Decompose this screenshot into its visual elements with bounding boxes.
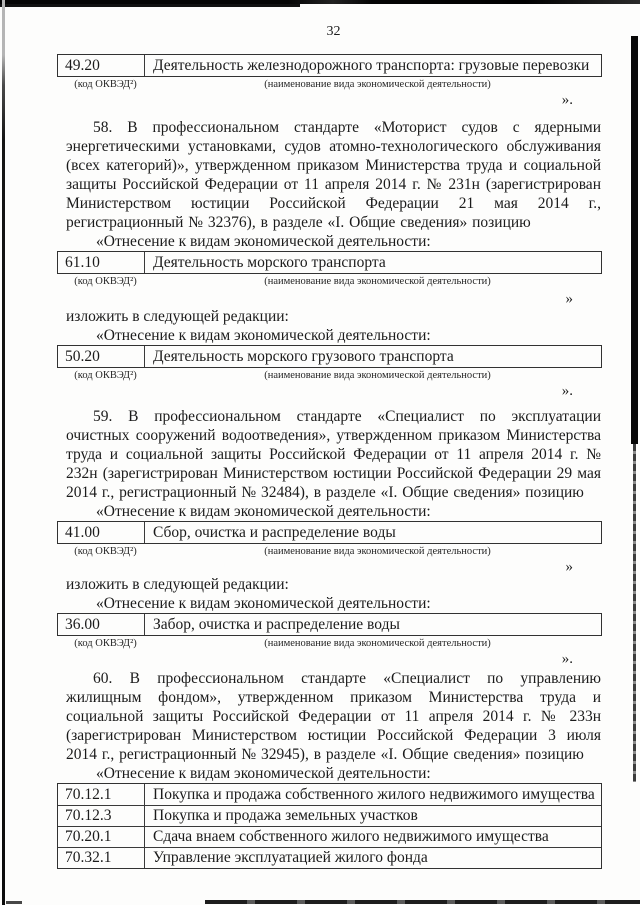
page-number: 32 bbox=[326, 24, 341, 39]
izlozhit-line: изложить в следующей редакции: bbox=[66, 576, 289, 593]
closing-quote-mark: ». bbox=[561, 92, 573, 108]
closing-quote-mark: » bbox=[565, 559, 573, 575]
scan-artifact-right-edge bbox=[631, 36, 638, 444]
closing-quote-mark: ». bbox=[561, 383, 573, 399]
caption-activity-name: (наименование вида экономической деятельности) bbox=[264, 638, 491, 649]
activity-name-cell: Деятельность морского грузового транспорта bbox=[153, 347, 454, 365]
okved-table-70 bbox=[57, 783, 602, 869]
caption-okved-code: (код ОКВЭД²) bbox=[74, 276, 137, 287]
okved-code-cell: 50.20 bbox=[58, 346, 145, 367]
okved-table-50-20 bbox=[57, 345, 602, 368]
paragraph-58: 58. В профессиональном стандарте «Моторист судов с ядерными энергетическими установками, судов атомно-технологического обслуживания (всех категорий)», утвержденном приказом Министерства труда и социальной защиты Российской Федерации от 11 апреля 2014 г. № 231н (зарегистрирован Министерством юстиции Российской Федерации 21 мая 2014 г., регистрационный № 32376), в разделе «I. Общие сведения» позицию bbox=[66, 119, 601, 231]
table-captions bbox=[66, 637, 601, 650]
caption-okved-code: (код ОКВЭД²) bbox=[74, 79, 137, 90]
scan-artifact-bottom-edge bbox=[205, 900, 640, 904]
okved-table-41-00 bbox=[57, 521, 602, 544]
table-row bbox=[58, 55, 601, 76]
table-row bbox=[58, 847, 601, 868]
table-row bbox=[58, 614, 601, 635]
table-row bbox=[58, 346, 601, 367]
okved-code-cell: 41.00 bbox=[58, 522, 145, 543]
caption-okved-code: (код ОКВЭД²) bbox=[74, 638, 137, 649]
table-captions bbox=[66, 369, 601, 382]
activity-name-cell: Деятельность железнодорожного транспорта: грузовые перевозки bbox=[153, 56, 590, 74]
okved-code-cell: 70.12.3 bbox=[58, 806, 145, 826]
table-row bbox=[58, 805, 601, 826]
table-row bbox=[58, 522, 601, 543]
activity-name-cell: Покупка и продажа собственного жилого недвижимого имущества bbox=[153, 785, 595, 803]
activity-name-cell: Сбор, очистка и распределение воды bbox=[153, 523, 396, 541]
activity-name-cell: Покупка и продажа земельных участков bbox=[153, 807, 418, 824]
otnesenie-line: «Отнесение к видам экономической деятельности: bbox=[96, 595, 431, 612]
caption-activity-name: (наименование вида экономической деятельности) bbox=[264, 546, 491, 557]
okved-code-cell: 70.20.1 bbox=[58, 827, 145, 847]
activity-name-cell: Сдача внаем собственного жилого недвижимого имущества bbox=[153, 828, 549, 845]
table-captions bbox=[66, 275, 601, 288]
activity-name-cell: Деятельность морского транспорта bbox=[153, 253, 386, 271]
otnesenie-line: «Отнесение к видам экономической деятельности: bbox=[96, 327, 431, 344]
scan-artifact-left-edge bbox=[2, 0, 5, 905]
otnesenie-line: «Отнесение к видам экономической деятельности: bbox=[96, 765, 431, 782]
izlozhit-line: изложить в следующей редакции: bbox=[66, 308, 289, 325]
table-captions bbox=[66, 78, 601, 91]
paragraph-59: 59. В профессиональном стандарте «Специалист по эксплуатации очистных сооружений водоотведения», утвержденном приказом Министерства труда и социальной защиты Российской Федерации от 11 апреля 2014 г. № 232н (зарегистрирован Министерством юстиции Российской Федерации 29 мая 2014 г., регистрационный № 32484), в разделе «I. Общие сведения» позицию bbox=[66, 408, 601, 501]
document-page bbox=[66, 0, 601, 869]
okved-code-cell: 49.20 bbox=[58, 55, 145, 76]
scan-artifact-right-edge-faded bbox=[633, 444, 636, 782]
okved-table-49-20 bbox=[57, 54, 602, 77]
otnesenie-line: «Отнесение к видам экономической деятельности: bbox=[96, 503, 431, 520]
closing-quote-mark: » bbox=[565, 291, 573, 307]
activity-name-cell: Управление эксплуатацией жилого фонда bbox=[153, 849, 428, 866]
caption-okved-code: (код ОКВЭД²) bbox=[74, 370, 137, 381]
okved-code-cell: 61.10 bbox=[58, 252, 145, 273]
table-captions bbox=[66, 545, 601, 558]
okved-table-36-00 bbox=[57, 613, 602, 636]
table-row bbox=[58, 252, 601, 273]
okved-code-cell: 70.32.1 bbox=[58, 848, 145, 868]
caption-activity-name: (наименование вида экономической деятельности) bbox=[264, 276, 491, 287]
table-row bbox=[58, 784, 601, 805]
paragraph-60: 60. В профессиональном стандарте «Специалист по управлению жилищным фондом», утвержденном приказом Министерства труда и социальной защиты Российской Федерации от 11 апреля 2014 г. № 233н (зарегистрирован Министерством юстиции Российской Федерации 3 июля 2014 г., регистрационный № 32945), в разделе «I. Общие сведения» позицию bbox=[66, 670, 601, 763]
otnesenie-line: «Отнесение к видам экономической деятельности: bbox=[96, 233, 431, 250]
okved-code-cell: 70.12.1 bbox=[58, 784, 145, 805]
caption-okved-code: (код ОКВЭД²) bbox=[74, 546, 137, 557]
caption-activity-name: (наименование вида экономической деятельности) bbox=[264, 370, 491, 381]
okved-table-61-10 bbox=[57, 251, 602, 274]
closing-quote-mark: ». bbox=[561, 651, 573, 667]
scan-artifact-bottom-left-mark bbox=[6, 901, 22, 904]
caption-activity-name: (наименование вида экономической деятельности) bbox=[264, 79, 491, 90]
table-row bbox=[58, 826, 601, 847]
activity-name-cell: Забор, очистка и распределение воды bbox=[153, 615, 400, 633]
okved-code-cell: 36.00 bbox=[58, 614, 145, 635]
